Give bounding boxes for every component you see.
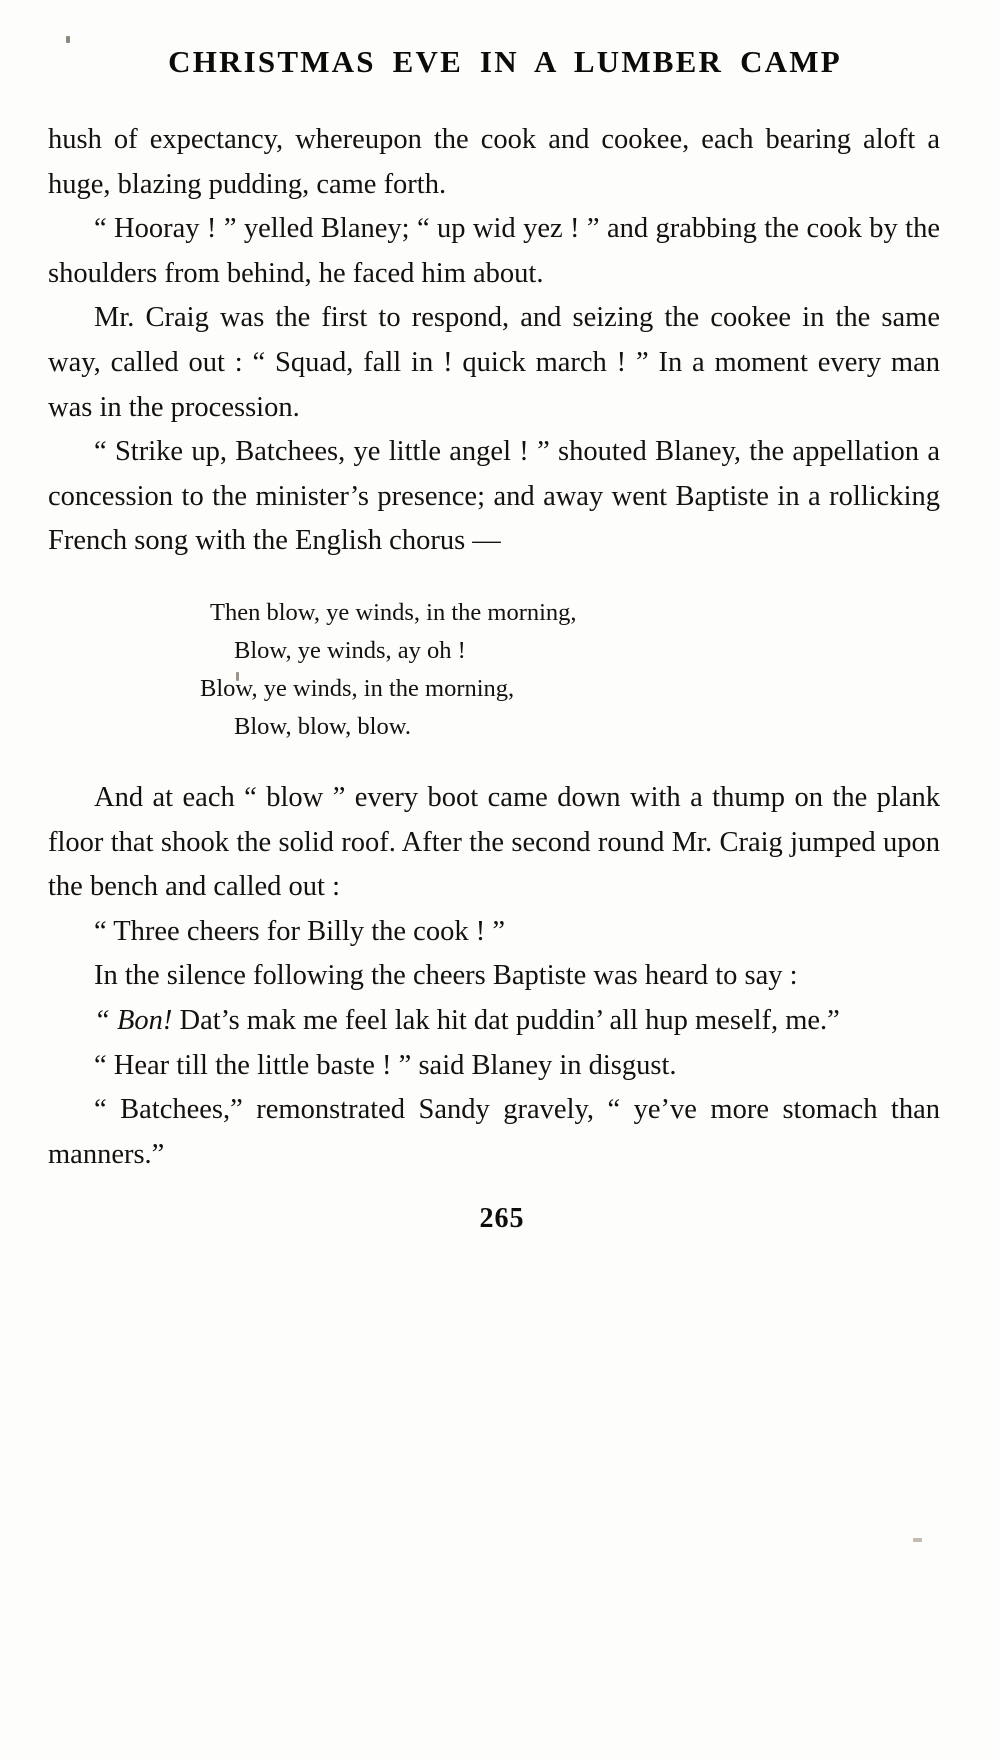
paper-speck-icon [66,36,70,43]
paragraph-bon [48,999,940,1044]
verse-block [48,594,940,746]
body-text-block [48,118,952,1177]
page-number: 265 [479,1203,525,1235]
paragraph: In the silence following the cheers Baptiste was heard to say : [94,960,798,992]
paragraph: And at each “ blow ” every boot came down with a thump on the plank floor that shook the solid roof. After the second round Mr. Craig jumped upon the bench and called out : [48,781,940,903]
paragraph: hush of expectancy, whereupon the cook and cookee, each bearing aloft a huge, blazing pudding, came forth. [48,124,940,200]
page-content [48,44,952,1235]
verse-line: Blow, ye winds, ay oh ! [234,636,466,664]
paragraph: “ Three cheers for Billy the cook ! ” [94,915,505,947]
paragraph: “ Hear till the little baste ! ” said Blaney in disgust. [94,1049,677,1081]
verse-line: Blow, blow, blow. [234,712,411,740]
verse-line: Then blow, ye winds, in the morning, [210,598,577,626]
italic-phrase: “ Bon! [94,1004,173,1036]
running-head: CHRISTMAS EVE IN A LUMBER CAMP [168,44,842,79]
paper-speck-icon [913,1538,922,1542]
paragraph-text: Dat’s mak me feel lak hit dat puddin’ all hup meself, me.” [179,1004,840,1036]
paragraph: “ Hooray ! ” yelled Blaney; “ up wid yez ! ” and grabbing the cook by the shoulders from behind, he faced him about. [48,213,940,289]
paragraph: Mr. Craig was the first to respond, and seizing the cookee in the same way, called out : “ Squad, fall in ! quick march ! ” In a moment every man was in the procession. [48,302,940,423]
paragraph: “ Strike up, Batchees, ye little angel ! ” shouted Blaney, the appellation a concession to the minister’s presence; and away went Baptiste in a rollicking French song with the English chorus — [48,436,940,557]
verse-line: Blow, ye winds, in the morning, [200,674,515,702]
paragraph: “ Batchees,” remonstrated Sandy gravely, “ ye’ve more stomach than manners.” [48,1094,940,1170]
